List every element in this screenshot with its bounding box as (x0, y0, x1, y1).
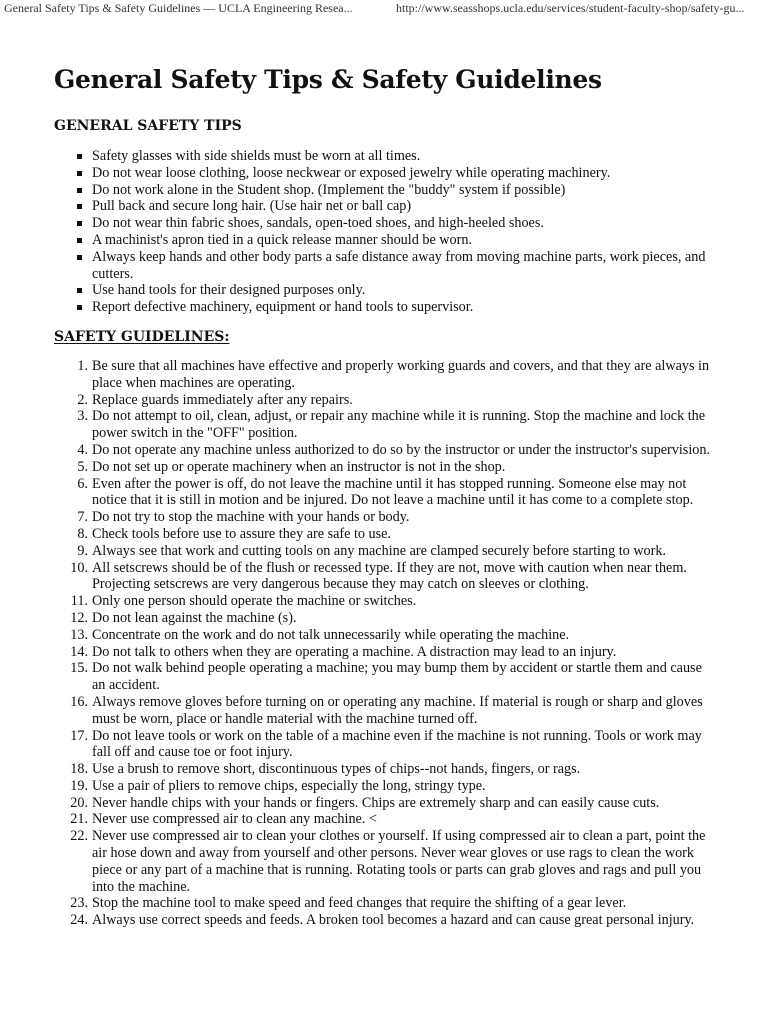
guideline-number: 4. (77, 441, 88, 458)
safety-guideline-item (70, 777, 714, 795)
safety-tip-item (92, 299, 714, 316)
safety-guideline-item (70, 794, 714, 812)
guideline-number: 16. (70, 693, 88, 710)
guideline-number: 22. (70, 828, 88, 845)
guideline-text: Even after the power is off, do not leave the machine until it has stopped running. Someone else may not notice that it is still in motion and be injured. Do not leave a machine until it has come to a complete stop. (92, 475, 694, 509)
safety-guideline-item (70, 626, 714, 644)
guideline-text: Only one person should operate the machine or switches. (92, 593, 417, 610)
safety-guideline-item (70, 811, 714, 828)
guideline-text: Do not operate any machine unless authorized to do so by the instructor or under the instructor's supervision. (92, 441, 710, 458)
square-bullet-icon (77, 305, 82, 310)
safety-guideline-item (70, 693, 714, 728)
safety-guidelines-heading: SAFETY GUIDELINES: (54, 328, 230, 345)
guideline-text: Use a pair of pliers to remove chips, especially the long, stringy type. (92, 777, 486, 794)
safety-guideline-item (77, 408, 714, 442)
guideline-text: Stop the machine tool to make speed and feed changes that require the shifting of a gear lever. (92, 895, 627, 912)
square-bullet-icon (77, 221, 82, 226)
guideline-number: 15. (70, 660, 88, 677)
guideline-text: Do not attempt to oil, clean, adjust, or repair any machine while it is running. Stop the machine and lock the power switch in the "OFF" position. (92, 408, 706, 442)
safety-guideline-item (77, 458, 714, 476)
safety-guidelines-list (54, 358, 714, 929)
safety-tip-text: Safety glasses with side shields must be worn at all times. (92, 148, 421, 164)
guideline-number: 23. (70, 895, 88, 912)
guideline-number: 14. (70, 643, 88, 660)
safety-tip-item (92, 198, 714, 215)
guideline-text: Do not talk to others when they are operating a machine. A distraction may lead to an injury. (92, 643, 617, 660)
safety-tip-text: Pull back and secure long hair. (Use hair net or ball cap) (92, 198, 412, 215)
guideline-number: 21. (70, 811, 88, 828)
safety-guideline-item (77, 391, 714, 409)
safety-guideline-item (77, 542, 714, 560)
safety-tip-text: Always keep hands and other body parts a safe distance away from moving machine parts, work pieces, and cutters. (92, 248, 706, 282)
guideline-number: 18. (70, 761, 88, 778)
safety-tip-item (92, 215, 714, 232)
guideline-text: Concentrate on the work and do not talk unnecessarily while operating the machine. (92, 626, 570, 643)
safety-tip-text: Do not wear loose clothing, loose neckwear or exposed jewelry while operating machinery. (92, 164, 611, 181)
guideline-number: 19. (70, 777, 88, 794)
safety-guideline-item (70, 593, 714, 610)
safety-guideline-item (70, 609, 714, 627)
guideline-text: Do not set up or operate machinery when an instructor is not in the shop. (92, 458, 506, 475)
guideline-text: Do not try to stop the machine with your hands or body. (92, 509, 410, 526)
safety-tip-text: Do not work alone in the Student shop. (Implement the "buddy" system if possible) (92, 181, 566, 198)
print-header-url: http://www.seasshops.ucla.edu/services/student-faculty-shop/safety-gu... (396, 1, 745, 15)
guideline-number: 12. (70, 609, 88, 626)
guideline-text: Always use correct speeds and feeds. A broken tool becomes a hazard and can cause great personal injury. (92, 912, 695, 929)
print-header-title: General Safety Tips & Safety Guidelines — UCLA Engineering Resea... (4, 1, 353, 15)
article-content (54, 60, 714, 929)
guideline-number: 11. (70, 593, 88, 610)
guideline-text: Never handle chips with your hands or fingers. Chips are extremely sharp and can easily cause cuts. (92, 794, 660, 811)
safety-guideline-item (70, 761, 714, 778)
guideline-text: Do not lean against the machine (s). (92, 609, 297, 626)
square-bullet-icon (77, 171, 82, 176)
guideline-text: Do not walk behind people operating a machine; you may bump them by accident or startle them and cause an accident. (92, 660, 702, 694)
guideline-number: 10. (70, 559, 88, 576)
guideline-number: 20. (70, 794, 88, 811)
guideline-text: Do not leave tools or work on the table of a machine even if the machine is not running. Tools or work may fall off and cause toe or foot injury. (92, 727, 702, 761)
guideline-text: Check tools before use to assure they are safe to use. (92, 525, 392, 542)
safety-tip-text: Report defective machinery, equipment or hand tools to supervisor. (92, 299, 474, 316)
guideline-number: 3. (77, 408, 88, 425)
guideline-number: 9. (77, 542, 88, 559)
guideline-number: 8. (77, 525, 88, 542)
square-bullet-icon (77, 204, 82, 209)
general-safety-tips-heading: GENERAL SAFETY TIPS (54, 118, 242, 134)
guideline-number: 13. (70, 626, 88, 643)
safety-tip-item (92, 165, 714, 182)
guideline-text: All setscrews should be of the flush or recessed type. If they are not, move with caution when near them. Projecting setscrews are very dangerous because they may catch on sleeves or clothing. (92, 559, 687, 593)
square-bullet-icon (77, 288, 82, 293)
square-bullet-icon (77, 238, 82, 243)
safety-guideline-item (70, 559, 714, 594)
square-bullet-icon (77, 188, 82, 193)
safety-guideline-item (77, 509, 714, 526)
page-title: General Safety Tips & Safety Guidelines (54, 65, 602, 94)
safety-tip-text: Do not wear thin fabric shoes, sandals, open-toed shoes, and high-heeled shoes. (92, 215, 544, 232)
safety-tip-item (92, 249, 714, 283)
guideline-text: Always see that work and cutting tools on any machine are clamped securely before starting to work. (92, 542, 667, 559)
general-safety-tips-list (54, 148, 714, 316)
guideline-text: Always remove gloves before turning on or operating any machine. If material is rough or sharp and gloves must be worn, place or handle material with the machine turned off. (92, 693, 703, 727)
safety-tip-item (92, 182, 714, 199)
safety-tip-item (92, 148, 714, 165)
guideline-text: Never use compressed air to clean any machine. < (92, 811, 377, 828)
safety-guideline-item (70, 727, 714, 762)
safety-guideline-item (77, 475, 714, 510)
safety-guideline-item (77, 441, 714, 459)
safety-guideline-item (70, 643, 714, 661)
safety-tip-item (92, 232, 714, 249)
guideline-number: 7. (77, 509, 88, 526)
guideline-number: 17. (70, 727, 88, 744)
square-bullet-icon (77, 255, 82, 260)
guideline-number: 6. (77, 475, 88, 492)
safety-guideline-item (77, 357, 714, 392)
safety-guideline-item (70, 660, 714, 694)
guideline-number: 2. (77, 391, 88, 408)
safety-guideline-item (70, 828, 714, 895)
safety-tip-item (92, 282, 714, 299)
guideline-number: 5. (77, 458, 88, 475)
guideline-text: Be sure that all machines have effective and properly working guards and covers, and that they are always in place when machines are operating. (92, 357, 710, 391)
square-bullet-icon (77, 154, 82, 159)
guideline-number: 24. (70, 912, 88, 929)
guideline-text: Never use compressed air to clean your clothes or yourself. If using compressed air to clean a part, point the air hose down and away from yourself and other persons. Never wear gloves or use rags to clean the work piece or any part of a machine that is running. Rotating tools or parts can grab gloves and rags and pull you into the machine. (92, 828, 706, 895)
guideline-number: 1. (77, 357, 88, 374)
print-header (0, 0, 768, 16)
safety-guideline-item (77, 525, 714, 543)
guideline-text: Replace guards immediately after any repairs. (92, 391, 353, 408)
safety-tip-text: Use hand tools for their designed purposes only. (92, 282, 366, 299)
safety-tip-text: A machinist's apron tied in a quick release manner should be worn. (92, 231, 472, 248)
guideline-text: Use a brush to remove short, discontinuous types of chips--not hands, fingers, or rags. (92, 761, 581, 778)
safety-guideline-item (70, 912, 714, 929)
safety-guideline-item (70, 895, 714, 912)
